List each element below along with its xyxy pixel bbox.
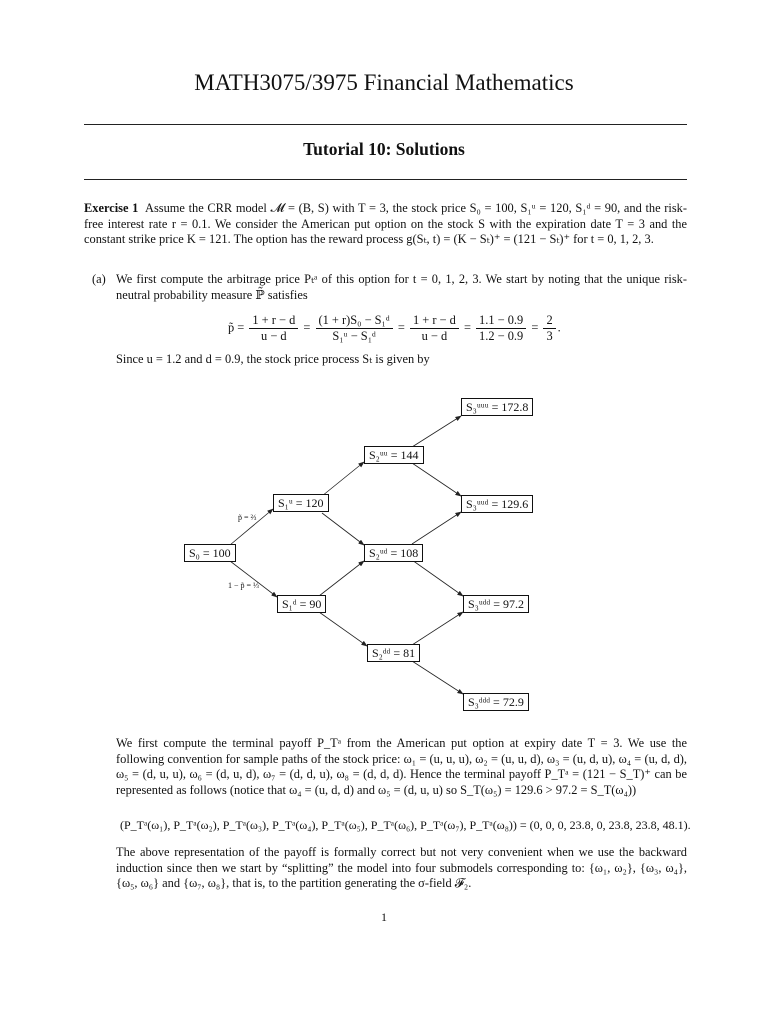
payoff-text: We first compute the terminal payoff P_Tᵃ from the American put option at expiry date T = 3. We use the following convention for sample paths of the stock price: ω₁ = (u, u, u), ω₂ = (u, u, d), ω₃ = (u, d, u), ω₄ = (u, d, d), ω₅ = (d, u, u), ω₆ = (d, u, d), ω₇ = (d, d, u), ω₈ = (d, d, d). Hence the terminal payoff P_Tᵃ = (121 − S_T)⁺ can be represented as follows (notice that ω₄ = (u, d, d) and ω₅ = (d, u, u) so S_T(ω₅) = 129.6 > 97.2 = S_T(ω₄)): [116, 736, 687, 797]
node-s3ddd: S₃ᵈᵈᵈ = 72.9: [463, 693, 529, 711]
eq-f2-num: (1 + r)S₀ − S₁ᵈ: [316, 313, 393, 329]
eq-f5-den: 3: [546, 329, 553, 343]
eq-f3-num: 1 + r − d: [410, 313, 459, 329]
node-s2uu: S₂ᵘᵘ = 144: [364, 446, 424, 464]
eq-f3-den: u − d: [421, 329, 448, 343]
edge-s1u-s2ud: [322, 513, 364, 545]
node-s2ud: S₂ᵘᵈ = 108: [364, 544, 423, 562]
edge-s0-s1d: [230, 561, 277, 597]
edge-s1u-s2uu: [322, 462, 364, 496]
eq-f1-num: 1 + r − d: [249, 313, 298, 329]
prob-up-label: p̃ = ⅔: [238, 513, 257, 522]
eq-sign-2: =: [397, 320, 405, 335]
node-s1u: S₁ᵘ = 120: [273, 494, 329, 512]
edge-s2ud-s3udd: [412, 560, 463, 596]
node-s1d: S₁ᵈ = 90: [277, 595, 326, 613]
edge-s1d-s2dd: [319, 612, 367, 646]
eq-sign-1: =: [303, 320, 311, 335]
eq-lhs: p̃ =: [228, 320, 245, 335]
since-text: Since u = 1.2 and d = 0.9, the stock price process Sₜ is given by: [116, 352, 430, 366]
payoff-equation: (P_Tᵃ(ω₁), P_Tᵃ(ω₂), P_Tᵃ(ω₃), P_Tᵃ(ω₄), P_Tᵃ(ω₅), P_Tᵃ(ω₆), P_Tᵃ(ω₇), P_Tᵃ(ω₈)) = (0, 0, 0, 23.8, 0, 23.8, 23.8, 48.1).: [120, 818, 691, 832]
eq-f1-den: u − d: [261, 329, 287, 343]
eq-end: .: [557, 320, 561, 335]
prob-down-label: 1 − p̃ = ⅓: [228, 581, 260, 590]
node-s0: S₀ = 100: [184, 544, 236, 562]
exercise-text: Assume the CRR model 𝓜 = (B, S) with T = 3, the stock price S₀ = 100, S₁ᵘ = 120, S₁ᵈ = 90, and the risk-free interest rate r = 0.1. We consider the American put option on the stock S with the expiration date T = 3 and the constant strike price K = 121. The option has the reward process g(Sₜ, t) = (K − Sₜ)⁺ = (121 − Sₜ)⁺ for t = 0, 1, 2, 3.: [84, 201, 687, 246]
eq-f4-num: 1.1 − 0.9: [476, 313, 526, 329]
node-s2dd: S₂ᵈᵈ = 81: [367, 644, 420, 662]
node-s3udd: S₃ᵘᵈᵈ = 97.2: [463, 595, 529, 613]
edge-s2dd-s3udd: [412, 612, 463, 645]
edge-s2dd-s3ddd: [412, 661, 463, 694]
part-a-text: We first compute the arbitrage price Pₜᵃ of this option for t = 0, 1, 2, 3. We start by noting that the unique risk-neutral probability measure ℙ̃ satisfies: [116, 272, 687, 302]
page-number: 1: [381, 910, 387, 924]
edge-s2ud-s3uud: [412, 512, 461, 544]
part-a-label: (a): [92, 272, 106, 286]
eq-f5-num: 2: [543, 313, 555, 329]
document-title: MATH3075/3975 Financial Mathematics: [194, 70, 574, 95]
representation-text: The above representation of the payoff is formally correct but not very convenient when we use the backward induction since then we start by “splitting” the model into four submodels corresponding to: {ω₁, ω₂}, {ω₃, ω₄}, {ω₅, ω₆} and {ω₇, ω₈}, that is, to the partition generating the σ-field 𝓕₂.: [116, 845, 687, 890]
eq-f4-den: 1.2 − 0.9: [479, 329, 524, 343]
eq-f2-den: S₁ᵘ − S₁ᵈ: [332, 329, 376, 343]
edge-s1d-s2ud: [319, 561, 364, 596]
edge-s2uu-s3uud: [412, 463, 461, 496]
node-s3uuu: S₃ᵘᵘᵘ = 172.8: [461, 398, 533, 416]
edge-s2uu-s3uuu: [412, 416, 461, 447]
eq-sign-3: =: [463, 320, 471, 335]
document-subtitle: Tutorial 10: Solutions: [303, 139, 465, 159]
eq-sign-4: =: [531, 320, 539, 335]
node-s3uud: S₃ᵘᵘᵈ = 129.6: [461, 495, 533, 513]
exercise-heading: Exercise 1: [84, 201, 139, 215]
